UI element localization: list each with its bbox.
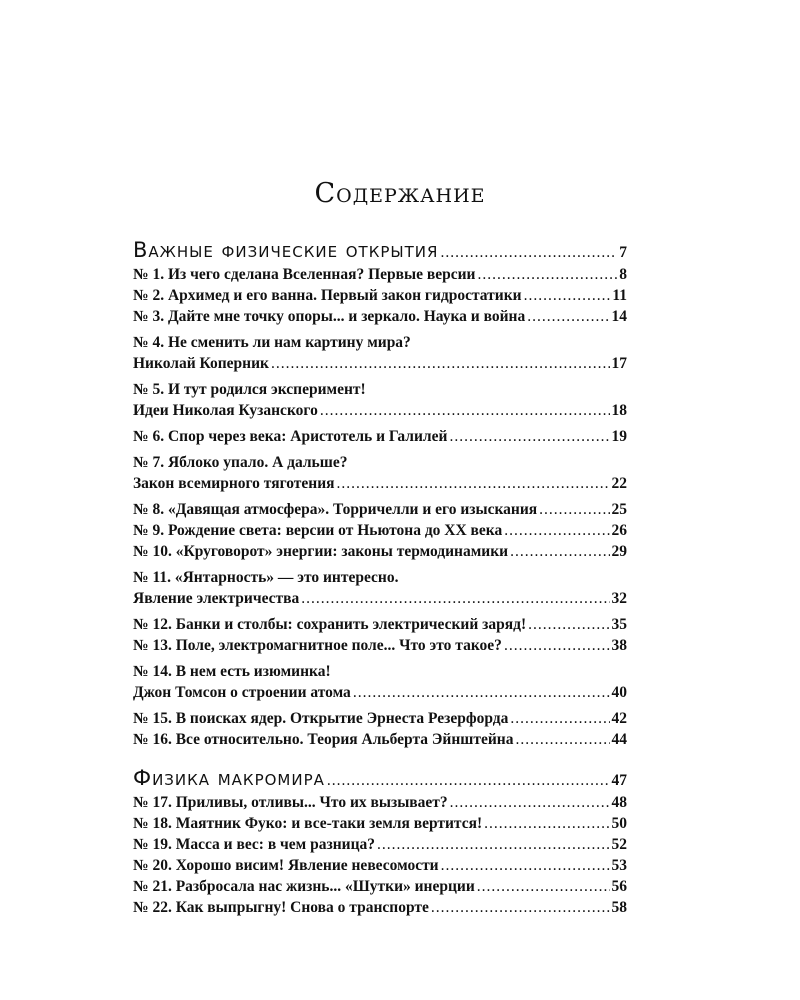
section-heading-title: Физика макромира (133, 766, 325, 790)
dot-leader (449, 426, 609, 447)
toc-entry (133, 792, 627, 813)
toc-entry-row-title: № 15. В поисках ядер. Открытие Эрнеста Резерфорда (133, 710, 509, 727)
toc-entry (133, 635, 627, 656)
toc-entry-row[interactable] (133, 635, 627, 656)
toc-entry-row[interactable] (133, 792, 627, 813)
page-number: 17 (611, 355, 627, 372)
dot-leader (524, 285, 611, 306)
toc-entry-row-title: № 18. Маятник Фуко: и все-таки земля вертится! (133, 815, 483, 832)
toc-entry-row[interactable] (133, 400, 627, 421)
toc-entry-row[interactable] (133, 813, 627, 834)
dot-leader (431, 897, 610, 918)
toc-entry-row[interactable] (133, 499, 627, 520)
toc-entry (133, 332, 627, 374)
toc-entry (133, 379, 627, 421)
toc-entry-row[interactable] (133, 426, 627, 447)
toc-entry-row-title: № 9. Рождение света: версии от Ньютона до XX века (133, 522, 503, 539)
page-number: 7 (619, 244, 627, 261)
dot-leader (337, 473, 610, 494)
toc-entry (133, 567, 627, 609)
dot-leader (271, 353, 610, 374)
section-heading[interactable] (133, 236, 627, 264)
toc-entry (133, 834, 627, 855)
page-number: 8 (619, 266, 627, 283)
toc-entry-row[interactable] (133, 285, 627, 306)
dot-leader (484, 813, 609, 834)
toc-entry (133, 708, 627, 729)
dot-leader (377, 834, 609, 855)
page-number: 19 (611, 428, 627, 445)
toc-entry (133, 426, 627, 447)
dot-leader (504, 520, 609, 541)
toc-entry-line: № 11. «Янтарность» — это интересно. (133, 569, 399, 586)
dot-leader (539, 499, 609, 520)
dot-leader (320, 400, 610, 421)
toc-entry-row-title: № 22. Как выпрыгну! Снова о транспорте (133, 899, 429, 916)
toc-entry-row-title: № 13. Поле, электромагнитное поле... Что это такое? (133, 637, 502, 654)
section-heading[interactable] (133, 764, 627, 792)
page-number: 44 (611, 731, 627, 748)
toc-entry-row[interactable] (133, 588, 627, 609)
toc-entry-row-title: № 1. Из чего сделана Вселенная? Первые версии (133, 266, 476, 283)
page-number: 40 (611, 684, 627, 701)
toc-entry-row-title: № 20. Хорошо висим! Явление невесомости (133, 857, 439, 874)
toc-entry-row-title: Идеи Николая Кузанского (133, 402, 318, 419)
page-number: 14 (611, 308, 627, 325)
dot-leader (440, 239, 617, 267)
page-number: 47 (611, 772, 627, 789)
toc-entry-row-title: № 8. «Давящая атмосфера». Торричелли и его изыскания (133, 501, 538, 518)
toc-entry-row[interactable] (133, 614, 627, 635)
page-number: 58 (611, 899, 627, 916)
toc-entry-row[interactable] (133, 708, 627, 729)
toc-entry-row-title: Джон Томсон о строении атома (133, 684, 351, 701)
dot-leader (301, 588, 609, 609)
dot-leader (477, 876, 610, 897)
page-number: 56 (611, 878, 627, 895)
toc-entry (133, 306, 627, 327)
toc-entry-row[interactable] (133, 353, 627, 374)
toc-entry-row-title: № 2. Архимед и его ванна. Первый закон гидростатики (133, 287, 522, 304)
page-number: 29 (611, 543, 627, 560)
toc-entry-row-title: № 12. Банки и столбы: сохранить электрический заряд! (133, 616, 527, 633)
page-number: 42 (611, 710, 627, 727)
toc-entry (133, 813, 627, 834)
dot-leader (510, 541, 609, 562)
toc-entry (133, 855, 627, 876)
toc-entry-row[interactable] (133, 541, 627, 562)
toc-entry-row-title: Явление электричества (133, 590, 300, 607)
toc-entry-row[interactable] (133, 834, 627, 855)
toc-entry-line: № 5. И тут родился эксперимент! (133, 381, 366, 398)
section-heading-title: Важные физические открытия (133, 238, 439, 262)
toc-entry (133, 520, 627, 541)
page-number: 25 (611, 501, 627, 518)
page-number: 22 (611, 475, 627, 492)
toc-entry-row[interactable] (133, 473, 627, 494)
toc-entry-row[interactable] (133, 729, 627, 750)
toc-entry (133, 285, 627, 306)
toc-entry (133, 452, 627, 494)
toc-entry (133, 729, 627, 750)
toc-entry-row[interactable] (133, 855, 627, 876)
dot-leader (510, 708, 609, 729)
dot-leader (441, 855, 610, 876)
page-number: 52 (611, 836, 627, 853)
toc-entry-row[interactable] (133, 682, 627, 703)
dot-leader (478, 264, 618, 285)
page-number: 11 (612, 287, 627, 304)
toc-entry (133, 876, 627, 897)
toc-entry-row[interactable] (133, 897, 627, 918)
toc-entry-row-title: № 16. Все относительно. Теория Альберта Эйнштейна (133, 731, 514, 748)
page-number: 35 (611, 616, 627, 633)
toc-entry-row-title: № 21. Разбросала нас жизнь... «Шутки» инерции (133, 878, 475, 895)
toc-entry-row-title: № 17. Приливы, отливы... Что их вызывает? (133, 794, 448, 811)
page-number: 26 (611, 522, 627, 539)
toc-entry-row-title: Николай Коперник (133, 355, 269, 372)
dot-leader (504, 635, 610, 656)
toc-entry-row-title: № 3. Дайте мне точку опоры... и зеркало. Наука и война (133, 308, 526, 325)
toc-entry (133, 614, 627, 635)
page-title: Содержание (314, 178, 486, 209)
page-number: 32 (611, 590, 627, 607)
toc-entry-line: № 14. В нем есть изюминка! (133, 663, 331, 680)
toc-entry-line: № 4. Не сменить ли нам картину мира? (133, 334, 411, 351)
toc-entry (133, 661, 627, 703)
toc-entry (133, 264, 627, 285)
dot-leader (528, 614, 609, 635)
table-of-contents (133, 236, 627, 918)
page-number: 18 (611, 402, 627, 419)
page-number: 48 (611, 794, 627, 811)
page-number: 53 (611, 857, 627, 874)
toc-entry-row-title: № 10. «Круговорот» энергии: законы термодинамики (133, 543, 509, 560)
dot-leader (527, 306, 609, 327)
toc-entry-row[interactable] (133, 520, 627, 541)
dot-leader (327, 767, 610, 795)
toc-entry-row-title: № 6. Спор через века: Аристотель и Галилей (133, 428, 448, 445)
toc-entry-line: № 7. Яблоко упало. А дальше? (133, 454, 348, 471)
toc-entry-row-title: Закон всемирного тяготения (133, 475, 335, 492)
toc-entry-row[interactable] (133, 264, 627, 285)
toc-entry (133, 897, 627, 918)
toc-entry (133, 541, 627, 562)
toc-entry-row-title: № 19. Масса и вес: в чем разница? (133, 836, 376, 853)
dot-leader (353, 682, 610, 703)
page-number: 50 (611, 815, 627, 832)
toc-entry (133, 499, 627, 520)
dot-leader (450, 792, 610, 813)
toc-entry-row[interactable] (133, 876, 627, 897)
dot-leader (515, 729, 609, 750)
page-number: 38 (611, 637, 627, 654)
toc-entry-row[interactable] (133, 306, 627, 327)
